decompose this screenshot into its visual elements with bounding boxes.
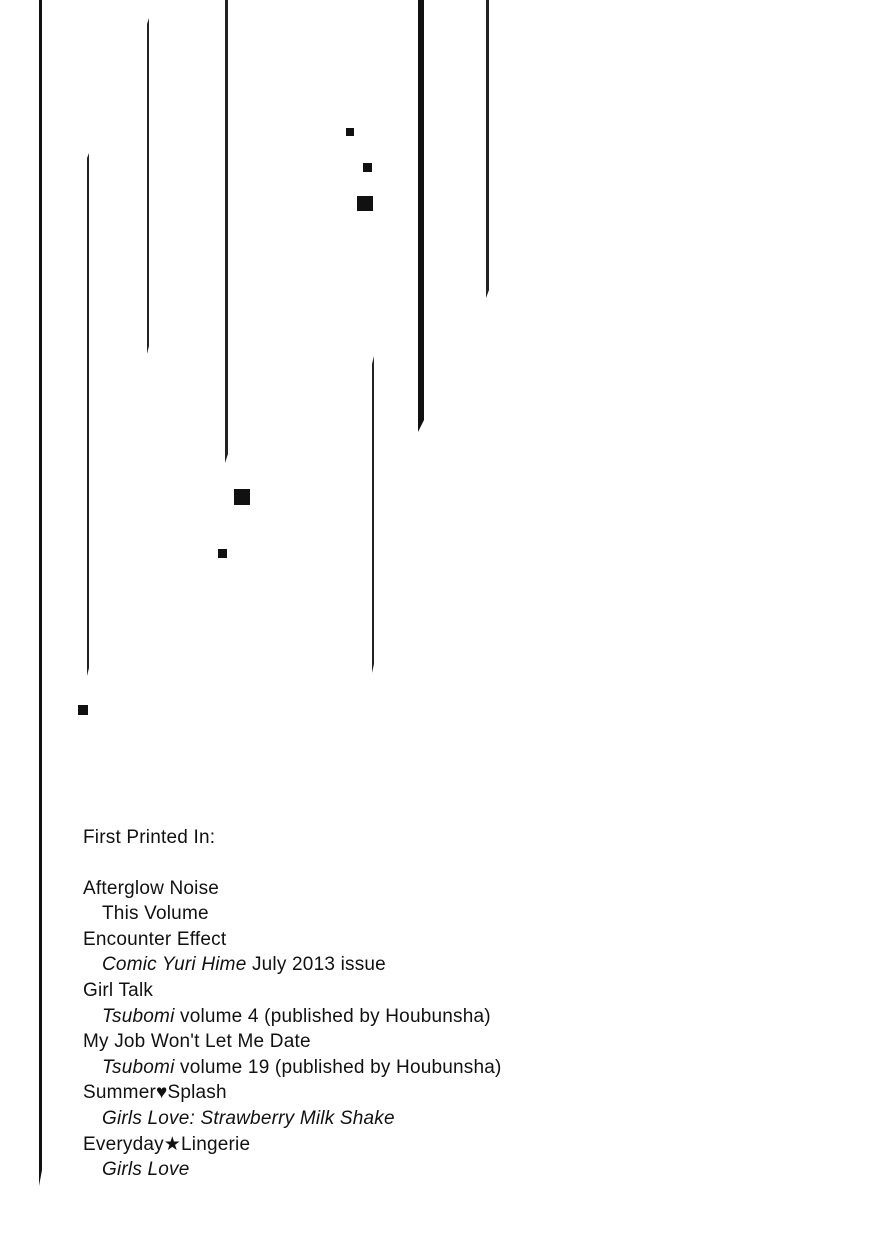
publication-detail: volume 4 (published by Houbunsha) <box>174 1005 491 1027</box>
publication-name: Tsubomi <box>102 1005 175 1027</box>
deco-line-2 <box>147 18 149 354</box>
story-source <box>83 952 783 978</box>
deco-line-6 <box>486 0 489 298</box>
publication-name: Girls Love <box>102 1159 190 1181</box>
deco-line-3 <box>225 0 228 463</box>
deco-square-4 <box>234 489 250 505</box>
story-title: Girl Talk <box>83 979 154 1001</box>
story-title: Afterglow Noise <box>83 877 220 899</box>
publication-name: Girls Love: Strawberry Milk Shake <box>102 1107 395 1129</box>
story-title: Everyday★Lingerie <box>83 1133 251 1155</box>
story-source <box>83 1055 783 1081</box>
deco-line-5 <box>418 0 424 432</box>
publication-detail: volume 19 (published by Houbunsha) <box>174 1056 502 1078</box>
deco-square-3 <box>357 196 373 211</box>
deco-line-4 <box>372 356 374 673</box>
deco-square-2 <box>363 163 372 172</box>
story-source <box>83 1106 783 1132</box>
publication-detail: July 2013 issue <box>246 954 386 976</box>
story-source <box>83 1004 783 1030</box>
deco-square-6 <box>78 705 88 715</box>
deco-line-left-border <box>39 0 42 1186</box>
deco-square-1 <box>346 128 354 136</box>
publication-detail: This Volume <box>102 903 209 925</box>
first-printed-credits <box>83 825 783 1183</box>
story-source <box>83 901 783 927</box>
deco-line-1 <box>87 153 89 676</box>
publication-name: Tsubomi <box>102 1056 175 1078</box>
deco-square-5 <box>218 549 227 558</box>
story-title: Summer♥Splash <box>83 1082 227 1104</box>
credits-heading: First Printed In: <box>83 827 216 848</box>
publication-name: Comic Yuri Hime <box>102 954 247 976</box>
story-title: Encounter Effect <box>83 928 227 950</box>
story-title: My Job Won't Let Me Date <box>83 1031 311 1053</box>
story-source <box>83 1157 783 1183</box>
